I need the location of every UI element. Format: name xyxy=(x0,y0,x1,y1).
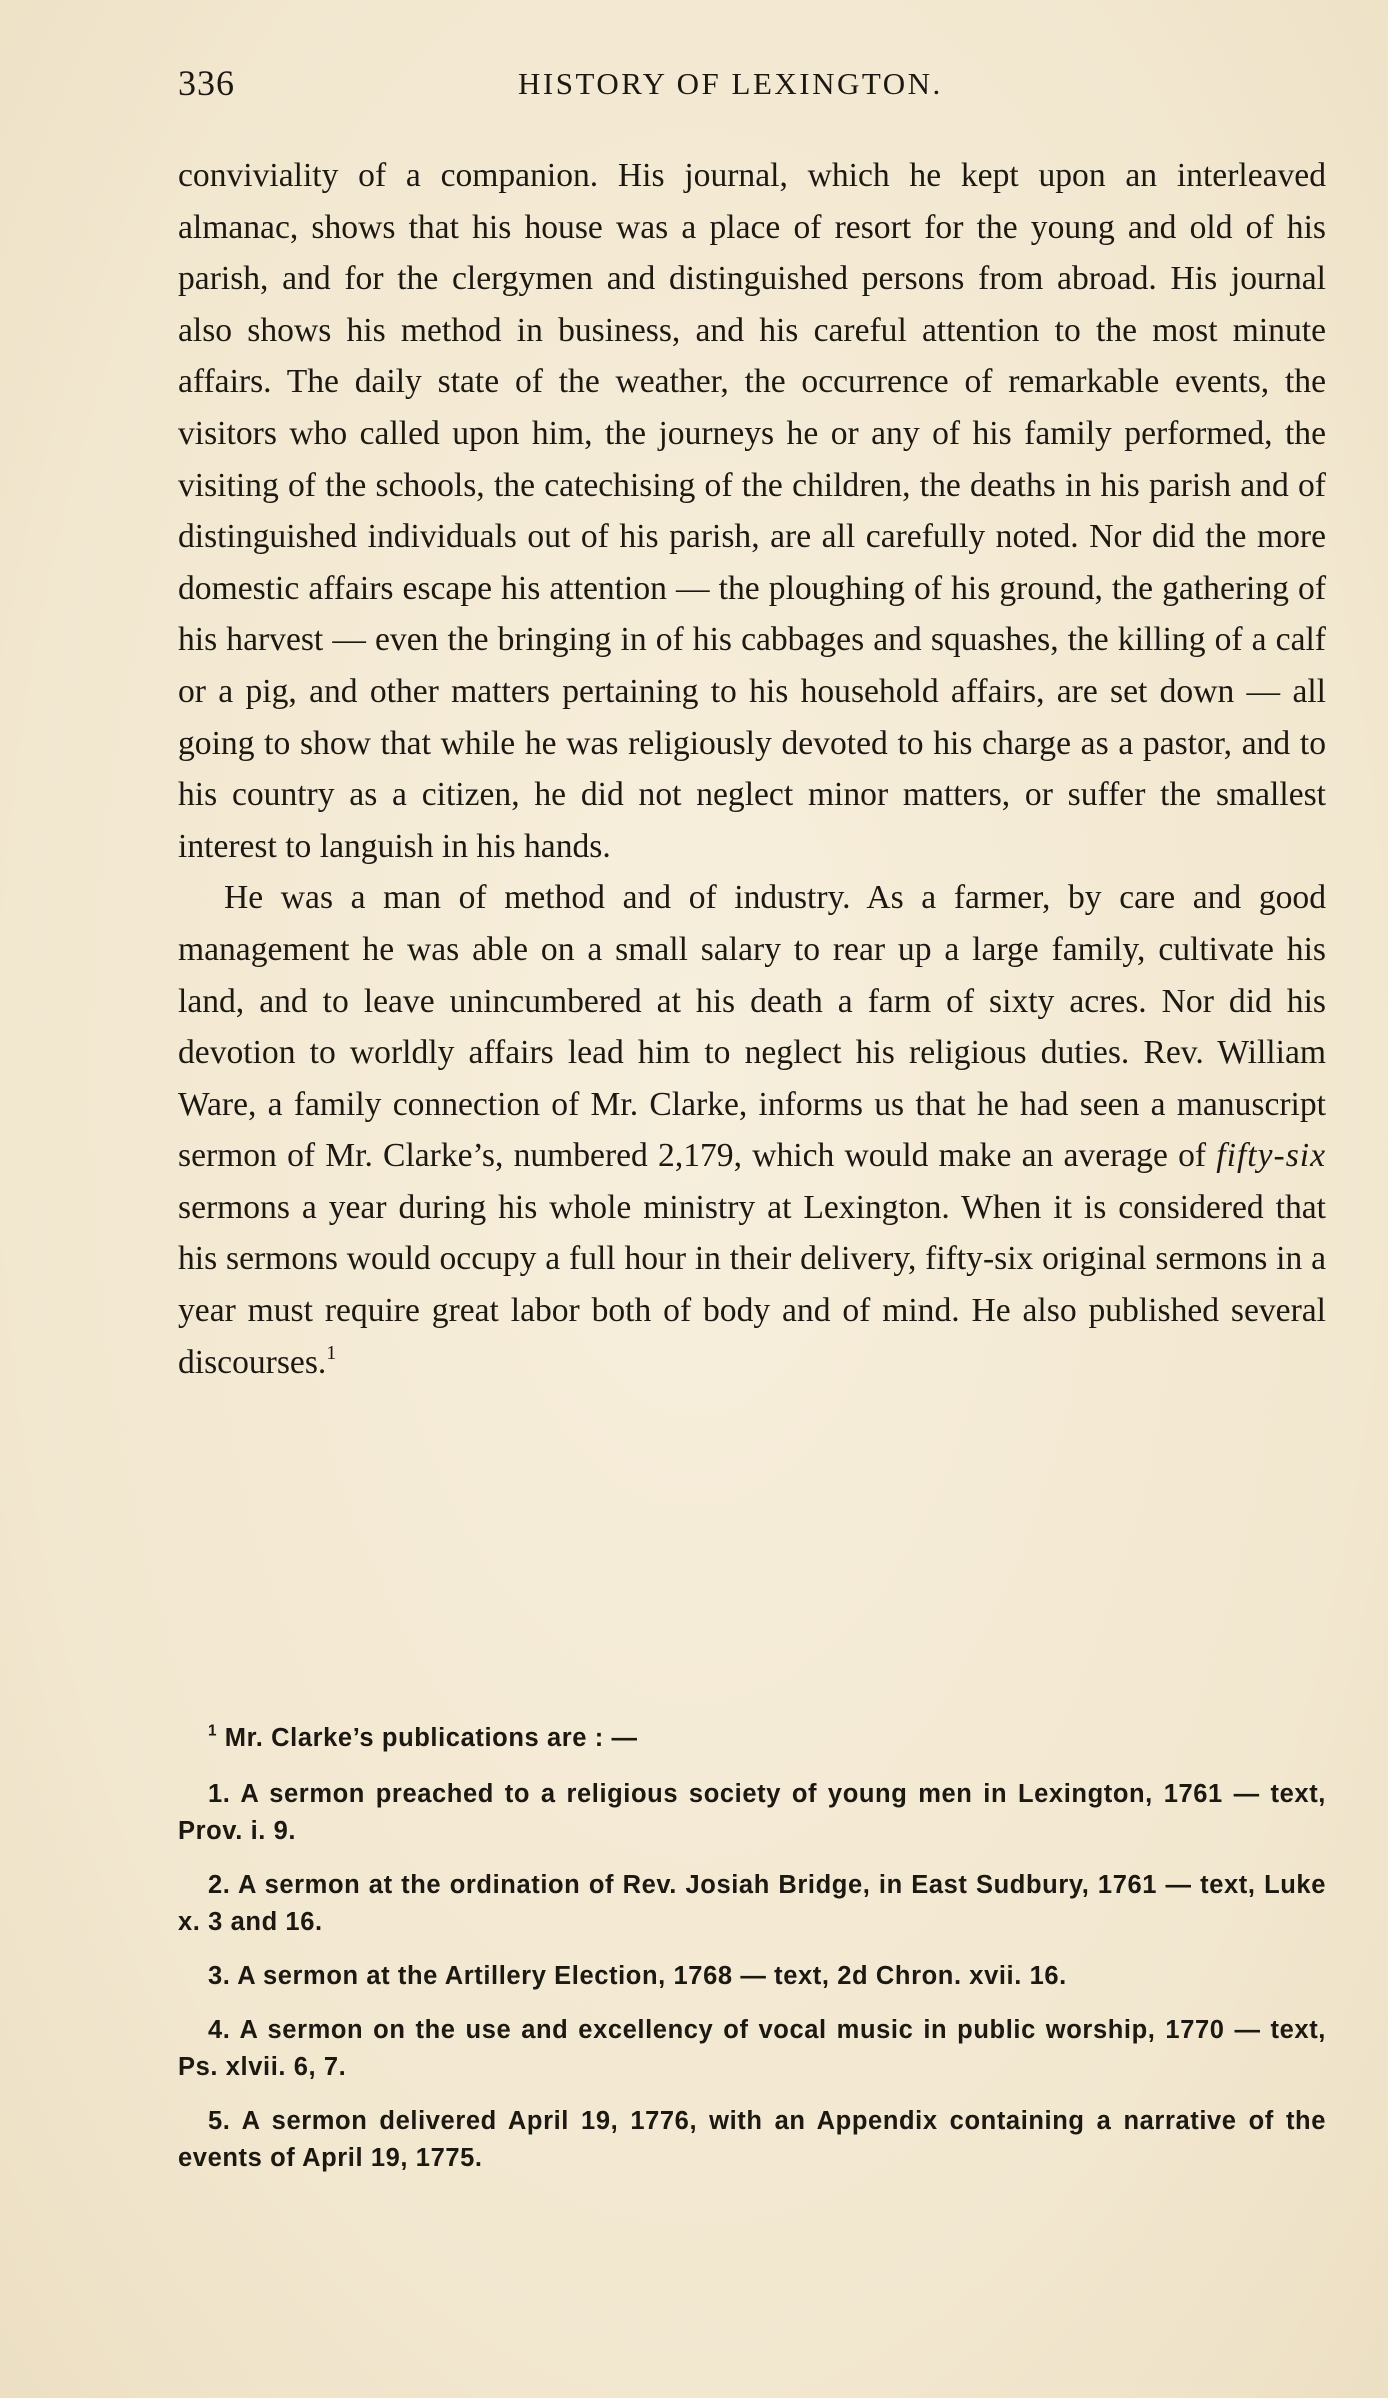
footnote-item: 3. A sermon at the Artillery Election, 1768 — text, 2d Chron. xvii. 16. xyxy=(208,1962,1067,1990)
footnote-item: 1. A sermon preached to a religious society of young men in Lexington, 1761 — text, Prov. i. 9. xyxy=(178,1780,1326,1845)
paragraph-method-and-industry xyxy=(178,872,1326,1388)
footnote-intro xyxy=(178,1720,1326,1757)
italic-emphasis: fifty-six xyxy=(1216,1137,1326,1175)
footnote-marker: 1 xyxy=(208,1722,218,1740)
page-number: 336 xyxy=(178,63,235,103)
paragraph-text-start: He was a man of method and of industry. As a farmer, by care and good management he was able on a small salary to rear up a large family, cultivate his land, and to leave unincumbered at his death a farm of sixty acres. Nor did his devotion to worldly affairs lead him to neglect his religious duties. Rev. William Ware, a family connection of Mr. Clarke, informs us that he had seen a manuscript sermon of Mr. Clarke’s, numbered 2,179, which would make an average of xyxy=(178,879,1326,1175)
footnotes xyxy=(178,1720,1326,2194)
footnote-item: 4. A sermon on the use and excellency of vocal music in public worship, 1770 — text, Ps. xlvii. 6, 7. xyxy=(178,2016,1326,2081)
main-text xyxy=(178,150,1326,1388)
paragraph-text-end: sermons a year during his whole ministry at Lexington. When it is considered that his sermons would occupy a full hour in their delivery, fifty-six original sermons in a year must require great labor both of body and of mind. He also published several discourses. xyxy=(178,1188,1326,1381)
footnote-item: 5. A sermon delivered April 19, 1776, with an Appendix containing a narrative of the events of April 19, 1775. xyxy=(178,2107,1326,2172)
paragraph-continued: conviviality of a companion. His journal, which he kept upon an interleaved almanac, shows that his house was a place of resort for the young and old of his parish, and for the clergymen and distinguished persons from abroad. His journal also shows his method in business, and his careful attention to the most minute affairs. The daily state of the weather, the occurrence of remarkable events, the visitors who called upon him, the journeys he or any of his family performed, the visiting of the schools, the catechising of the children, the deaths in his parish and of distinguished individuals out of his parish, are all carefully noted. Nor did the more domestic affairs escape his attention — the ploughing of his ground, the gathering of his harvest — even the bringing in of his cabbages and squashes, the killing of a calf or a pig, and other matters pertaining to his household affairs, are set down — all going to show that while he was religiously devoted to his charge as a pastor, and to his country as a citizen, he did not neglect minor matters, or suffer the smallest interest to languish in his hands. xyxy=(178,157,1326,865)
footnote-intro-text: Mr. Clarke’s publications are : — xyxy=(224,1724,638,1752)
footnote-reference: 1 xyxy=(326,1341,337,1364)
running-title: HISTORY OF LEXINGTON. xyxy=(518,66,943,101)
footnote-item: 2. A sermon at the ordination of Rev. Josiah Bridge, in East Sudbury, 1761 — text, Luke x. 3 and 16. xyxy=(178,1871,1326,1936)
page-header xyxy=(178,62,1328,114)
